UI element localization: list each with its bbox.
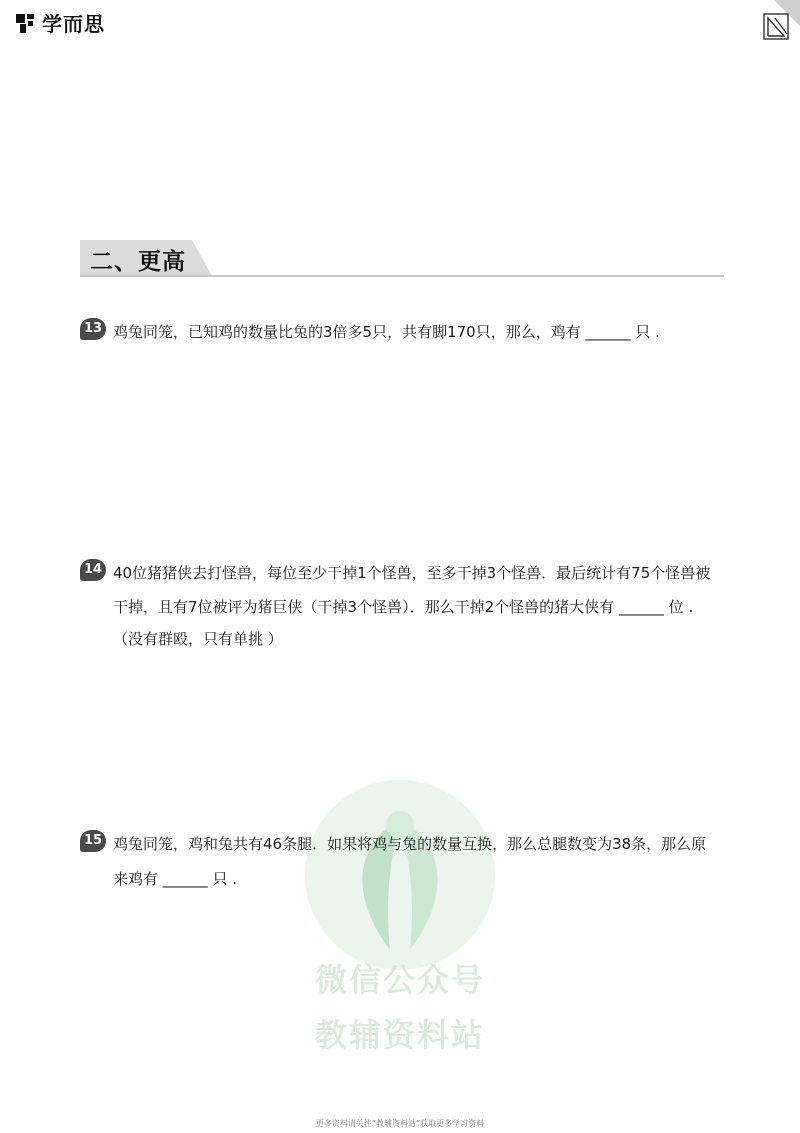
question-number-badge: 13	[80, 318, 106, 340]
question-text-line: 干掉，且有7位被评为猪巨侠（干掉3个怪兽）．那么干掉2个怪兽的猪大侠有 ______ 位 .	[113, 598, 694, 616]
footer-note: 更多资料请关注“教辅资料站”获取更多学习资料	[315, 1119, 485, 1128]
brand-name: 学而思	[42, 12, 105, 36]
section-title: 二、更高	[90, 249, 186, 275]
question-text-line: 来鸡有 ______ 只 .	[113, 870, 238, 888]
brand-mark-icon	[14, 11, 38, 35]
question-text-line: 鸡兔同笼，已知鸡的数量比兔的3倍多5只，共有脚170只，那么，鸡有 ______ 只 .	[113, 323, 660, 341]
question-text-line: 鸡兔同笼，鸡和兔共有46条腿．如果将鸡与兔的数量互换，那么总腿数变为38条，那么原	[113, 835, 707, 853]
question-text-line: （没有群殴，只有单挑 ）	[113, 630, 283, 648]
question-number-badge: 14	[80, 559, 106, 581]
question-number-badge: 15	[80, 830, 106, 852]
question-text-line: 40位猪猪侠去打怪兽，每位至少干掉1个怪兽，至多干掉3个怪兽．最后统计有75个怪兽被	[113, 564, 711, 582]
brand-logo	[14, 8, 105, 37]
section-header	[80, 240, 724, 278]
watermark-line-2: 教辅资料站	[314, 1016, 485, 1054]
pen-ruler-icon	[762, 12, 792, 42]
watermark-line-1: 微信公众号	[314, 961, 485, 999]
